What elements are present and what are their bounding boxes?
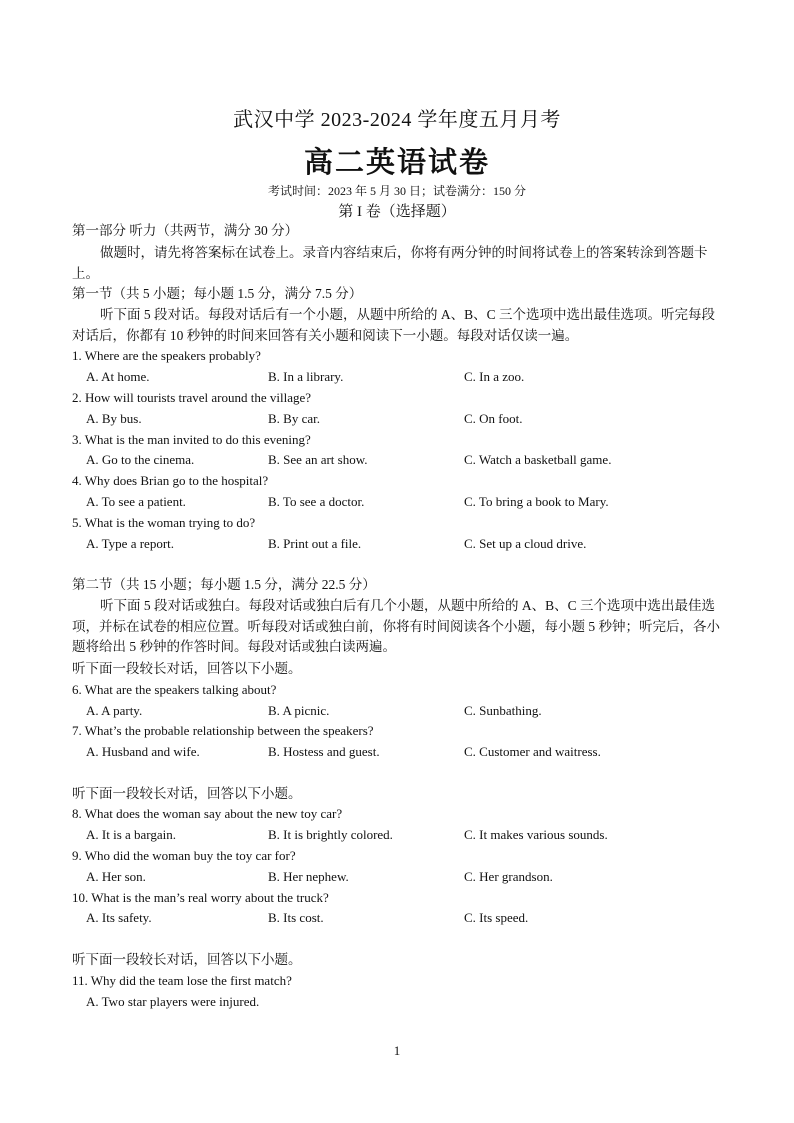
option-c[interactable]: C. It makes various sounds. xyxy=(464,827,608,842)
part1-heading: 第一部分 听力（共两节，满分 30 分） xyxy=(72,223,299,238)
question-2: 2. How will tourists travel around the village? xyxy=(72,390,312,405)
option-c[interactable]: C. In a zoo. xyxy=(464,369,525,384)
options-1 xyxy=(86,367,726,387)
group3-lead-in: 听下面一段较长对话，回答以下小题。 xyxy=(72,952,302,967)
section2-instruction: 听下面 5 段对话或独白。每段对话或独白后有几个小题，从题中所给的 A、B、C 三个选项中选出最佳选项，并标在试卷的相应位置。听每段对话或独白前，你将有时间阅读各个小题，每小题 5 秒钟；听完后，各小题将给出 5 秒钟的作答时间。每段对话或独白读两遍。 xyxy=(72,598,720,654)
section2-heading: 第二节（共 15 小题；每小题 1.5 分，满分 22.5 分） xyxy=(72,577,376,592)
group1-lead-in: 听下面一段较长对话，回答以下小题。 xyxy=(72,661,302,676)
exam-info: 考试时间：2023 年 5 月 30 日；试卷满分：150 分 xyxy=(267,184,526,198)
question-5: 5. What is the woman trying to do? xyxy=(72,515,256,530)
option-a[interactable]: A. At home. xyxy=(86,369,150,384)
option-c[interactable]: C. Set up a cloud drive. xyxy=(464,536,587,551)
option-a[interactable]: A. Husband and wife. xyxy=(86,744,200,759)
group2-lead-in: 听下面一段较长对话，回答以下小题。 xyxy=(72,786,302,801)
option-b[interactable]: B. A picnic. xyxy=(268,703,330,718)
options-10 xyxy=(86,908,726,928)
option-c[interactable]: C. Sunbathing. xyxy=(464,703,542,718)
exam-title: 高二英语试卷 xyxy=(303,147,490,179)
options-5 xyxy=(86,534,726,554)
option-a[interactable]: A. A party. xyxy=(86,703,143,718)
question-3: 3. What is the man invited to do this evening? xyxy=(72,432,311,447)
question-10: 10. What is the man’s real worry about the truck? xyxy=(72,890,329,905)
option-a[interactable]: A. Its safety. xyxy=(86,910,152,925)
part1-instruction: 做题时，请先将答案标在试卷上。录音内容结束后，你将有两分钟的时间将试卷上的答案转涂到答题卡上。 xyxy=(72,245,708,281)
option-a[interactable]: A. It is a bargain. xyxy=(86,827,177,842)
option-a[interactable]: A. Her son. xyxy=(86,869,146,884)
question-7: 7. What’s the probable relationship between the speakers? xyxy=(72,723,374,738)
question-11: 11. Why did the team lose the first match? xyxy=(72,973,292,988)
option-b[interactable]: B. By car. xyxy=(268,411,320,426)
option-b[interactable]: B. In a library. xyxy=(268,369,344,384)
option-a[interactable]: A. Type a report. xyxy=(86,536,175,551)
question-8: 8. What does the woman say about the new toy car? xyxy=(72,806,343,821)
options-3 xyxy=(86,450,726,470)
question-4: 4. Why does Brian go to the hospital? xyxy=(72,473,269,488)
options-11 xyxy=(86,992,726,1012)
option-b[interactable]: B. Hostess and guest. xyxy=(268,744,380,759)
options-2 xyxy=(86,409,726,429)
option-c[interactable]: C. Her grandson. xyxy=(464,869,553,884)
question-9: 9. Who did the woman buy the toy car for? xyxy=(72,848,296,863)
volume-title: 第 I 卷（选择题） xyxy=(338,204,456,220)
option-c[interactable]: C. Customer and waitress. xyxy=(464,744,601,759)
options-6 xyxy=(86,701,726,721)
option-b[interactable]: B. Its cost. xyxy=(268,910,324,925)
option-a[interactable]: A. To see a patient. xyxy=(86,494,186,509)
option-b[interactable]: B. See an art show. xyxy=(268,452,368,467)
options-4 xyxy=(86,492,726,512)
option-b[interactable]: B. It is brightly colored. xyxy=(268,827,393,842)
school-title: 武汉中学 2023-2024 学年度五月月考 xyxy=(233,109,561,131)
page-number: 1 xyxy=(393,1043,401,1058)
section1-instruction: 听下面 5 段对话。每段对话后有一个小题，从题中所给的 A、B、C 三个选项中选出最佳选项。听完每段对话后，你都有 10 秒钟的时间来回答有关小题和阅读下一小题。每段对话仅读一遍。 xyxy=(72,307,716,343)
question-6: 6. What are the speakers talking about? xyxy=(72,682,277,697)
option-c[interactable]: C. To bring a book to Mary. xyxy=(464,494,609,509)
option-a[interactable]: A. Go to the cinema. xyxy=(86,452,195,467)
option-c[interactable]: C. Watch a basketball game. xyxy=(464,452,612,467)
option-c[interactable]: C. Its speed. xyxy=(464,910,529,925)
question-1: 1. Where are the speakers probably? xyxy=(72,348,261,363)
option-b[interactable]: B. Her nephew. xyxy=(268,869,349,884)
option-c[interactable]: C. On foot. xyxy=(464,411,523,426)
option-b[interactable]: B. Print out a file. xyxy=(268,536,362,551)
option-b[interactable]: B. To see a doctor. xyxy=(268,494,365,509)
options-8 xyxy=(86,825,726,845)
option-a[interactable]: A. By bus. xyxy=(86,411,142,426)
options-9 xyxy=(86,867,726,887)
options-7 xyxy=(86,742,726,762)
option-a[interactable]: A. Two star players were injured. xyxy=(86,994,260,1009)
section1-heading: 第一节（共 5 小题；每小题 1.5 分，满分 7.5 分） xyxy=(72,286,363,301)
